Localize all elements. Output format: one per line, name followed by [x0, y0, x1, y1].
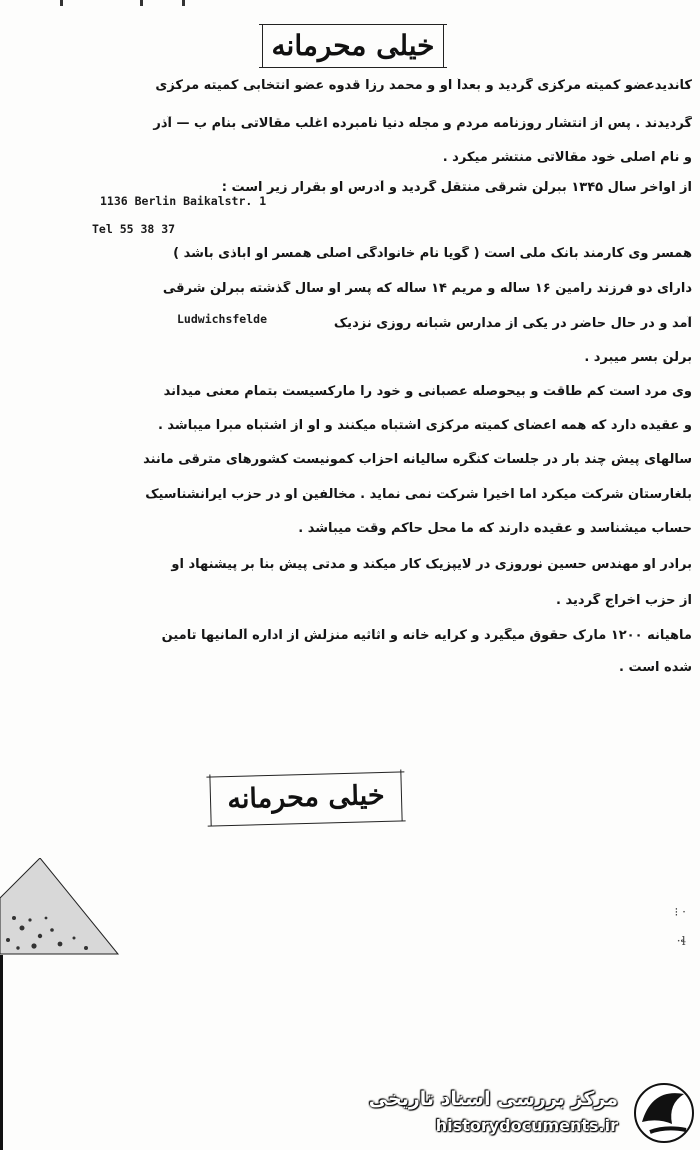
text-line-9: وی مرد است کم طاقت و بیحوصله عصبانی و خود را مارکسیست بتمام معنی میداند	[163, 384, 692, 399]
margin-mark: ·ɬ	[676, 934, 686, 948]
text-line-15: از حزب اخراج گردید .	[556, 593, 692, 608]
text-line-1: کاندیدعضو کمیته مرکزی گردید و بعداً او و محمد رزا قدوه عضو انتخابی کمیته مرکزی	[155, 78, 692, 93]
scan-top-marks	[60, 0, 660, 10]
watermark-title: مرکز بررسی اسناد تاریخی	[368, 1088, 618, 1110]
scan-edge-bar	[0, 955, 3, 1150]
text-line-8: برلن بسر میبرد .	[584, 350, 692, 365]
text-line-17: شده است .	[619, 660, 692, 675]
address-text: 1136 Berlin Baikalstr. 1	[100, 194, 267, 208]
text-line-13: حساب میشناسد و عقیده دارند که ما محل حاکم وقت میباشد .	[298, 521, 692, 536]
text-line-11: سالهای پیش چند بار در جلسات کنگره سالیانه احزاب کمونیست کشورهای مترقی مانند	[143, 452, 692, 467]
classification-stamp-top	[262, 24, 444, 68]
text-line-7: آمد و در حال حاضر در یکی از مدارس شبانه روزی نزدیک	[333, 316, 692, 331]
archive-watermark	[368, 1078, 696, 1146]
watermark-url: historydocuments.ir	[435, 1116, 618, 1135]
text-line-16: ماهیانه ۱۲۰۰ مارک حقوق میگیرد و کرایه خانه و اثاثیه منزلش از اداره آلمانیها تامین	[161, 628, 692, 643]
text-line-6: دارای دو فرزند رامین ۱۶ ساله و مریم ۱۴ ساله که پسر او سال گذشته ببرلن شرقی	[162, 281, 692, 296]
phone-text: Tel 55 38 37	[92, 222, 176, 236]
text-line-2: گردیدند . پس از انتشار روزنامه مردم و مجله دنیا نامبرده اغلب مقالاتی بنام ب — آذر	[153, 116, 692, 131]
text-line-14: برادر او مهندس حسین نوروزی در لایپزیک کار میکند و مدتی پیش بنا بر پیشنهاد او	[171, 557, 692, 572]
text-line-4: از اواخر سال ۱۳۴۵ ببرلن شرقی منتقل گردید و آدرس او بقرار زیر است :	[221, 180, 692, 195]
archive-logo-icon	[632, 1082, 696, 1144]
text-line-10: و عقیده دارد که همه اعضای کمیته مرکزی اشتباه میکنند و او از اشتباه مبرا میباشد .	[157, 418, 692, 433]
margin-mark: ⁝ ·	[674, 905, 686, 919]
folded-corner-artifact	[0, 858, 120, 958]
classification-stamp-bottom	[209, 769, 402, 826]
text-line-5: همسر وی کارمند بانک ملی است ( گویا نام خانوادگی اصلی همسر او اباذی باشد )	[173, 246, 692, 261]
school-place-text: Ludwichsfelde	[177, 312, 268, 326]
text-line-3: و نام اصلی خود مقالاتی منتشر میکرد .	[442, 150, 692, 165]
classification-stamp-top-text: خیلی محرمانه	[271, 29, 435, 62]
text-line-12: بلغارستان شرکت میکرد اما اخیراً شرکت نمی نماید . مخالفین او در حزب ایرانشناسیک	[145, 487, 692, 502]
classification-stamp-bottom-text: خیلی محرمانه	[227, 779, 385, 816]
